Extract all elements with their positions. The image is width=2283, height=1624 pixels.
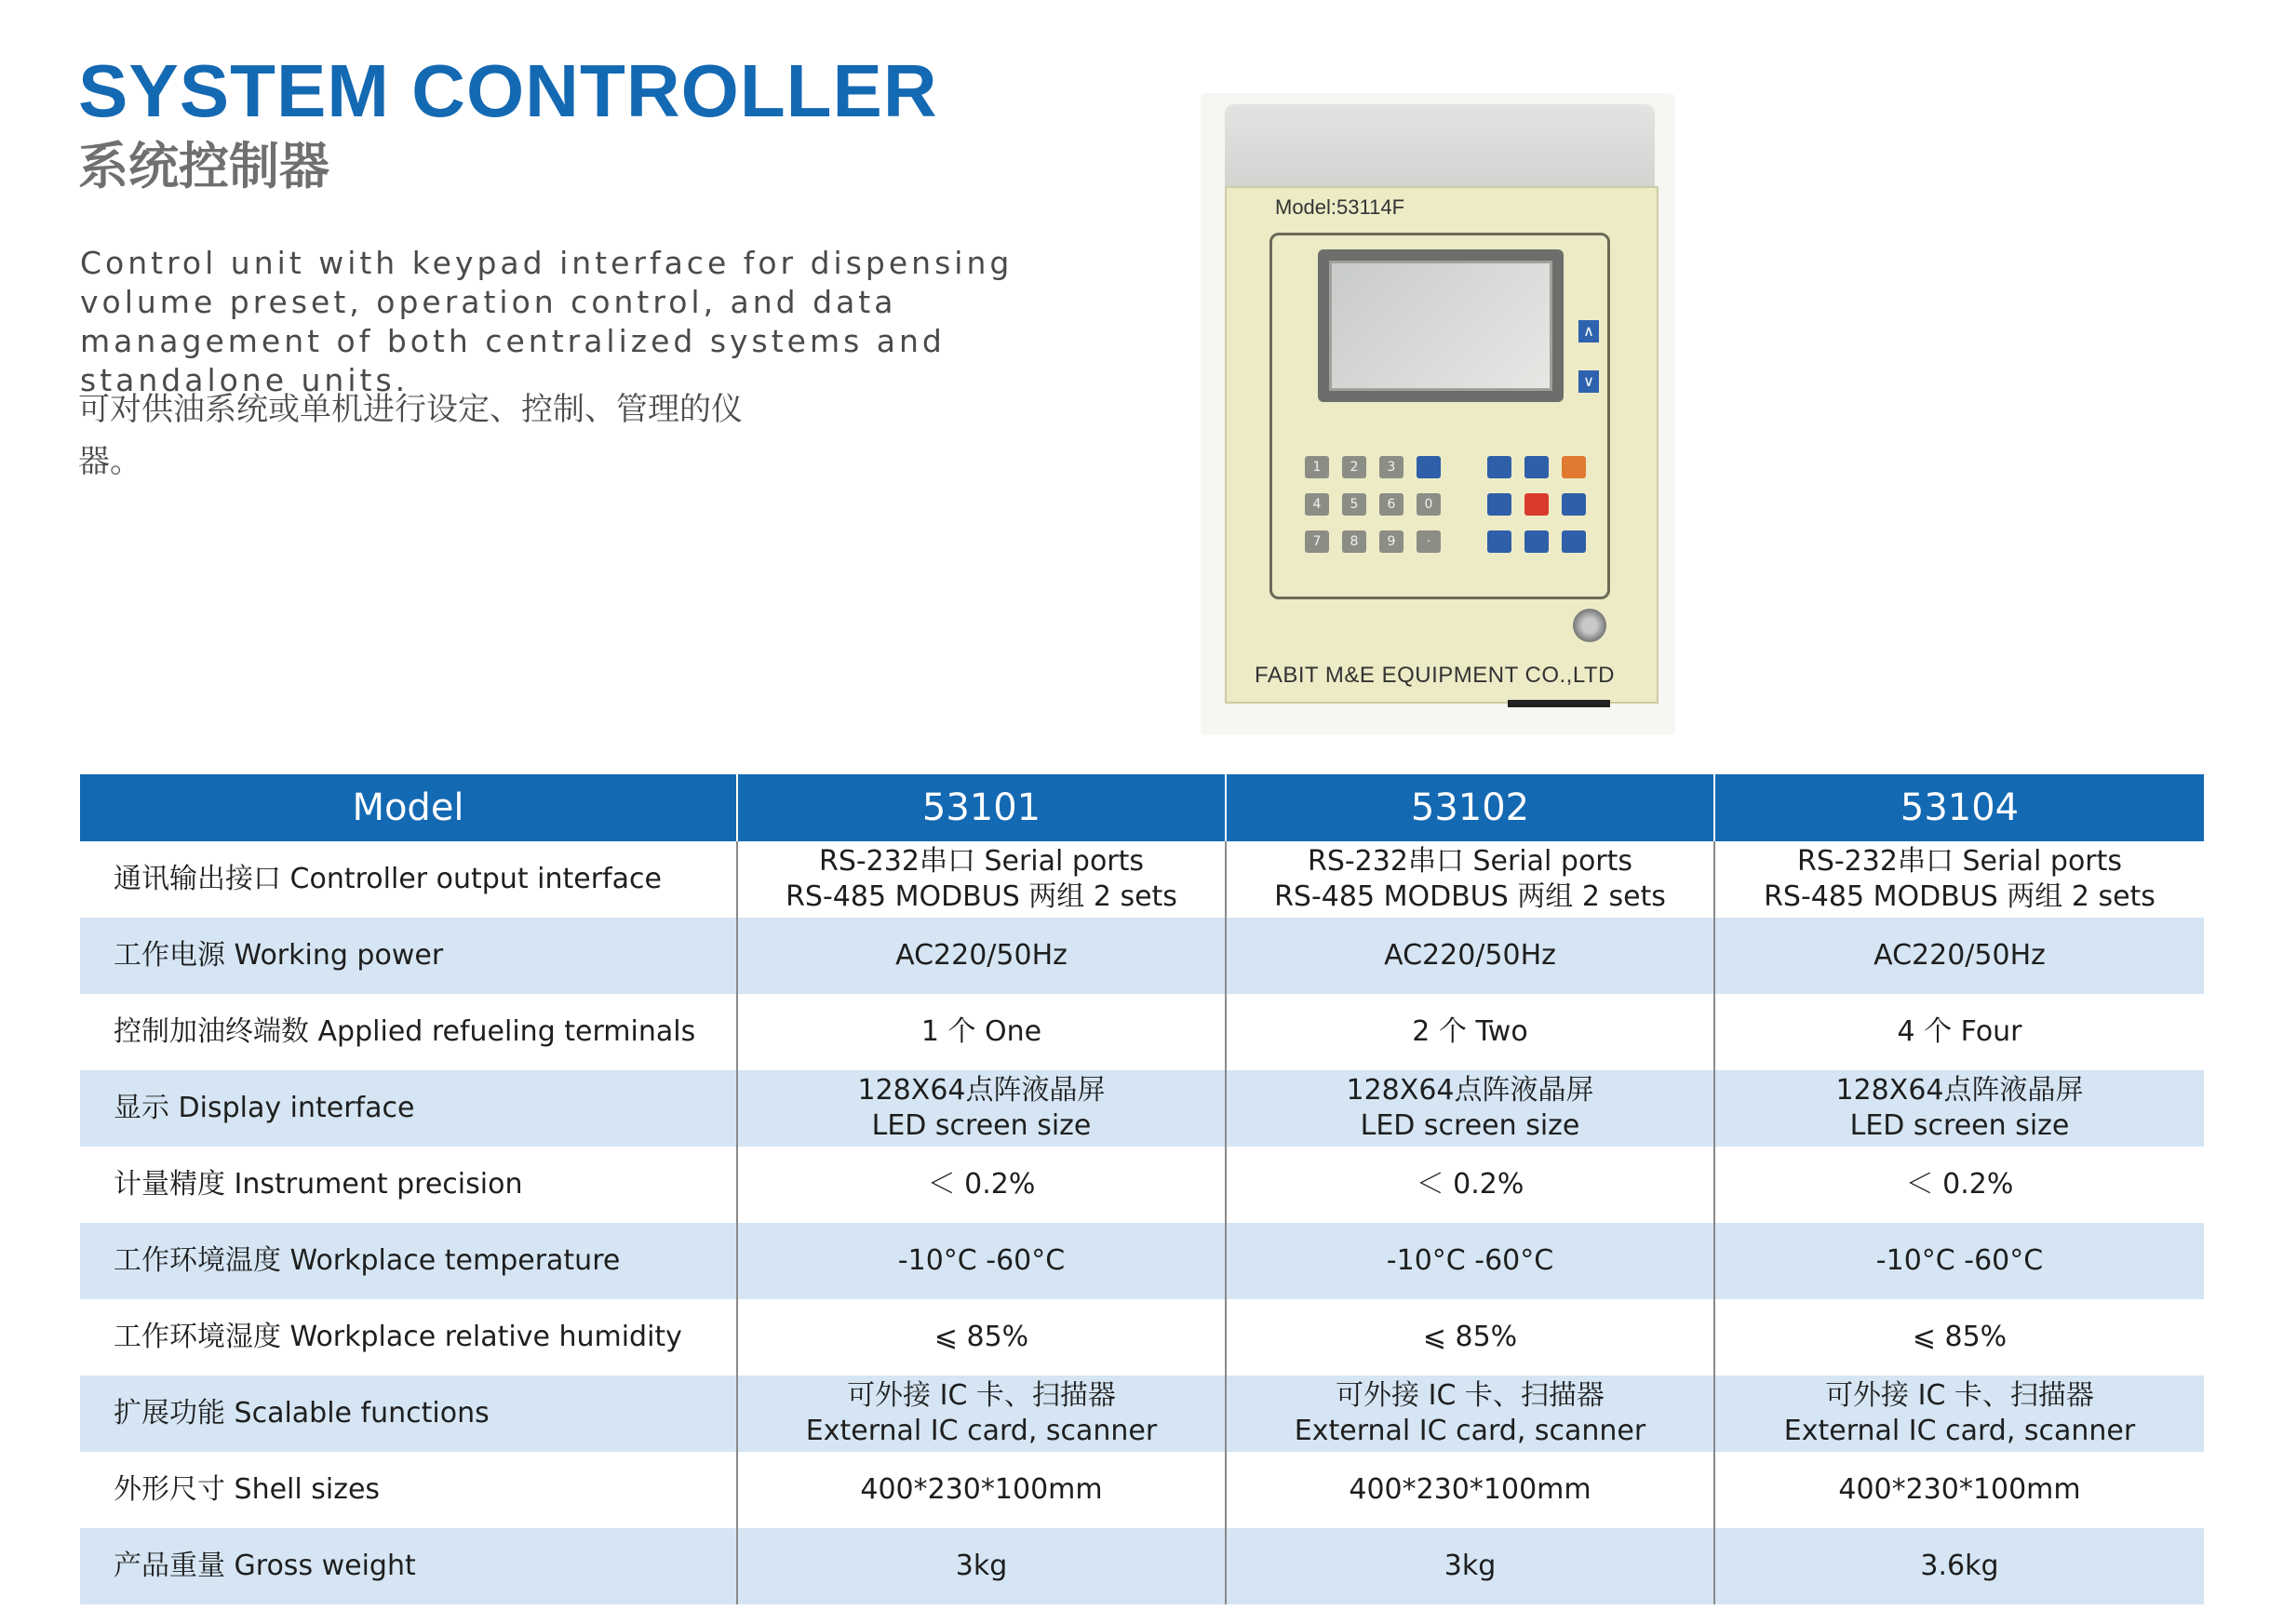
table-cell bbox=[1714, 1452, 2204, 1528]
device-company-label: FABIT M&E EQUIPMENT CO.,LTD bbox=[1255, 663, 1615, 688]
keypad-function-key bbox=[1524, 456, 1549, 478]
cell-line: 128X64点阵液晶屏 bbox=[1346, 1074, 1594, 1107]
keypad-function-key bbox=[1524, 530, 1549, 553]
keypad-key: 9 bbox=[1379, 530, 1403, 553]
table-row bbox=[80, 1528, 2204, 1604]
table-cell bbox=[737, 841, 1226, 918]
header-model: Model bbox=[80, 774, 737, 841]
page-title: SYSTEM CONTROLLER bbox=[78, 49, 938, 132]
header-53102: 53102 bbox=[1226, 774, 1714, 841]
cell-line: RS-485 MODBUS 两组 2 sets bbox=[786, 880, 1177, 913]
table-cell bbox=[1226, 1223, 1714, 1299]
arrow-up-icon: ∧ bbox=[1578, 320, 1599, 342]
table-row bbox=[80, 841, 2204, 918]
table-row bbox=[80, 1147, 2204, 1223]
cell-line: 128X64点阵液晶屏 bbox=[1835, 1074, 2084, 1107]
cell-line: 可外接 IC 卡、扫描器 bbox=[1825, 1379, 2094, 1412]
table-cell bbox=[1714, 1223, 2204, 1299]
row-label: 显示 Display interface bbox=[80, 1070, 737, 1147]
cell-line: ＜ 0.2% bbox=[1416, 1168, 1524, 1201]
row-label: 外形尺寸 Shell sizes bbox=[114, 1473, 381, 1506]
cell-line: External IC card, scanner bbox=[1783, 1415, 2136, 1447]
keypad-function-key bbox=[1562, 456, 1586, 478]
cell-line: External IC card, scanner bbox=[805, 1415, 1158, 1447]
cell-line: External IC card, scanner bbox=[1294, 1415, 1646, 1447]
page-title-cn: 系统控制器 bbox=[78, 137, 329, 195]
table-cell bbox=[737, 1299, 1226, 1376]
table-cell bbox=[1226, 918, 1714, 994]
cell-line: ＜ 0.2% bbox=[1905, 1168, 2014, 1201]
cell-line: ⩽ 85% bbox=[1912, 1321, 2008, 1353]
keypad-function-key bbox=[1417, 456, 1441, 478]
keypad-key: 2 bbox=[1342, 456, 1366, 478]
keypad-function-key bbox=[1487, 493, 1511, 516]
table-row bbox=[80, 1452, 2204, 1528]
table-row bbox=[80, 918, 2204, 994]
cell-line: 可外接 IC 卡、扫描器 bbox=[847, 1379, 1116, 1412]
device-top-cover bbox=[1225, 104, 1655, 190]
row-label: 工作环境温度 Workplace temperature bbox=[80, 1223, 737, 1299]
cell-line: 4 个 Four bbox=[1897, 1015, 2022, 1048]
keypad-key: 3 bbox=[1379, 456, 1403, 478]
keypad-function-key bbox=[1562, 530, 1586, 553]
cell-line: 3kg bbox=[955, 1550, 1008, 1582]
row-label: 扩展功能 Scalable functions bbox=[80, 1376, 737, 1452]
cell-line: AC220/50Hz bbox=[1873, 939, 2046, 972]
cell-line: LED screen size bbox=[1360, 1109, 1580, 1142]
table-cell bbox=[1714, 1070, 2204, 1147]
cell-line: LED screen size bbox=[1849, 1109, 2070, 1142]
row-label: 控制加油终端数 Applied refueling terminals bbox=[114, 1015, 696, 1048]
keypad-key: 0 bbox=[1417, 493, 1441, 516]
table-body bbox=[80, 841, 2204, 1604]
header-53101: 53101 bbox=[737, 774, 1226, 841]
header-53104: 53104 bbox=[1714, 774, 2204, 841]
row-label: 产品重量 Gross weight bbox=[80, 1528, 737, 1604]
cell-line: 400*230*100mm bbox=[860, 1473, 1103, 1506]
row-label: 通讯输出接口 Controller output interface bbox=[114, 863, 662, 895]
keypad-key: 8 bbox=[1342, 530, 1366, 553]
cell-line: AC220/50Hz bbox=[895, 939, 1068, 972]
table-cell bbox=[737, 918, 1226, 994]
table-cell bbox=[1226, 994, 1714, 1070]
table-cell bbox=[1226, 1528, 1714, 1604]
table-cell bbox=[1226, 1376, 1714, 1452]
cell-line: 400*230*100mm bbox=[1349, 1473, 1591, 1506]
table-cell bbox=[737, 1147, 1226, 1223]
cell-line: 2 个 Two bbox=[1412, 1015, 1528, 1048]
row-label: 工作电源 Working power bbox=[80, 918, 737, 994]
table-header-row bbox=[80, 774, 2204, 841]
table-cell bbox=[1226, 1299, 1714, 1376]
cell-line: -10°C -60°C bbox=[1875, 1244, 2044, 1277]
cell-line: AC220/50Hz bbox=[1384, 939, 1556, 972]
table-cell bbox=[737, 1070, 1226, 1147]
table-cell bbox=[1714, 994, 2204, 1070]
table-cell bbox=[1226, 1147, 1714, 1223]
keypad-function-key bbox=[1487, 456, 1511, 478]
spec-table bbox=[80, 774, 2204, 1604]
cell-line: LED screen size bbox=[871, 1109, 1092, 1142]
table-cell bbox=[737, 1452, 1226, 1528]
cell-line: 3kg bbox=[1444, 1550, 1497, 1582]
table-cell bbox=[1226, 1452, 1714, 1528]
keypad-function-key bbox=[1487, 530, 1511, 553]
device-knob bbox=[1573, 609, 1606, 642]
table-row bbox=[80, 1223, 2204, 1299]
cell-line: ⩽ 85% bbox=[1422, 1321, 1518, 1353]
table-cell bbox=[1714, 1299, 2204, 1376]
keypad-key: · bbox=[1417, 530, 1441, 553]
table-cell bbox=[1714, 918, 2204, 994]
keypad-function-key bbox=[1524, 493, 1549, 516]
table-cell bbox=[1226, 841, 1714, 918]
keypad-key: 1 bbox=[1305, 456, 1329, 478]
table-row bbox=[80, 1070, 2204, 1147]
cell-line: RS-232串口 Serial ports bbox=[1796, 845, 2123, 878]
table-cell bbox=[1714, 841, 2204, 918]
device-lcd-screen bbox=[1329, 261, 1552, 391]
cell-line: 1 个 One bbox=[920, 1015, 1042, 1048]
cell-line: RS-485 MODBUS 两组 2 sets bbox=[1764, 880, 2155, 913]
keypad-key: 7 bbox=[1305, 530, 1329, 553]
cell-line: ⩽ 85% bbox=[933, 1321, 1029, 1353]
row-label: 计量精度 Instrument precision bbox=[114, 1168, 523, 1201]
cell-line: RS-232串口 Serial ports bbox=[1307, 845, 1633, 878]
table-row bbox=[80, 1299, 2204, 1376]
row-label: 工作环境湿度 Workplace relative humidity bbox=[114, 1321, 682, 1353]
table-row bbox=[80, 994, 2204, 1070]
cell-line: 400*230*100mm bbox=[1838, 1473, 2081, 1506]
table-cell bbox=[737, 1528, 1226, 1604]
keypad-key: 6 bbox=[1379, 493, 1403, 516]
keypad-function-key bbox=[1562, 493, 1586, 516]
cell-line: ＜ 0.2% bbox=[927, 1168, 1036, 1201]
device-model-label: Model:53114F bbox=[1275, 195, 1405, 219]
cell-line: -10°C -60°C bbox=[897, 1244, 1066, 1277]
table-cell bbox=[737, 1223, 1226, 1299]
cell-line: -10°C -60°C bbox=[1386, 1244, 1554, 1277]
description-cn: 可对供油系统或单机进行设定、控制、管理的仪器。 bbox=[78, 391, 743, 480]
device-base bbox=[1508, 700, 1610, 707]
table-cell bbox=[1714, 1147, 2204, 1223]
cell-line: 128X64点阵液晶屏 bbox=[857, 1074, 1106, 1107]
cell-line: 可外接 IC 卡、扫描器 bbox=[1336, 1379, 1605, 1412]
description-en: Control unit with keypad interface for dispensing volume preset, operation control, and data management of both centralized systems and standalone units. bbox=[80, 245, 1014, 398]
table-row bbox=[80, 1376, 2204, 1452]
arrow-down-icon: ∨ bbox=[1578, 370, 1599, 393]
cell-line: RS-485 MODBUS 两组 2 sets bbox=[1274, 880, 1666, 913]
table-cell bbox=[737, 1376, 1226, 1452]
table-cell bbox=[1714, 1376, 2204, 1452]
cell-line: 3.6kg bbox=[1920, 1550, 1999, 1582]
table-cell bbox=[737, 994, 1226, 1070]
cell-line: RS-232串口 Serial ports bbox=[818, 845, 1145, 878]
keypad-key: 5 bbox=[1342, 493, 1366, 516]
table-cell bbox=[1226, 1070, 1714, 1147]
table-cell bbox=[1714, 1528, 2204, 1604]
keypad-key: 4 bbox=[1305, 493, 1329, 516]
